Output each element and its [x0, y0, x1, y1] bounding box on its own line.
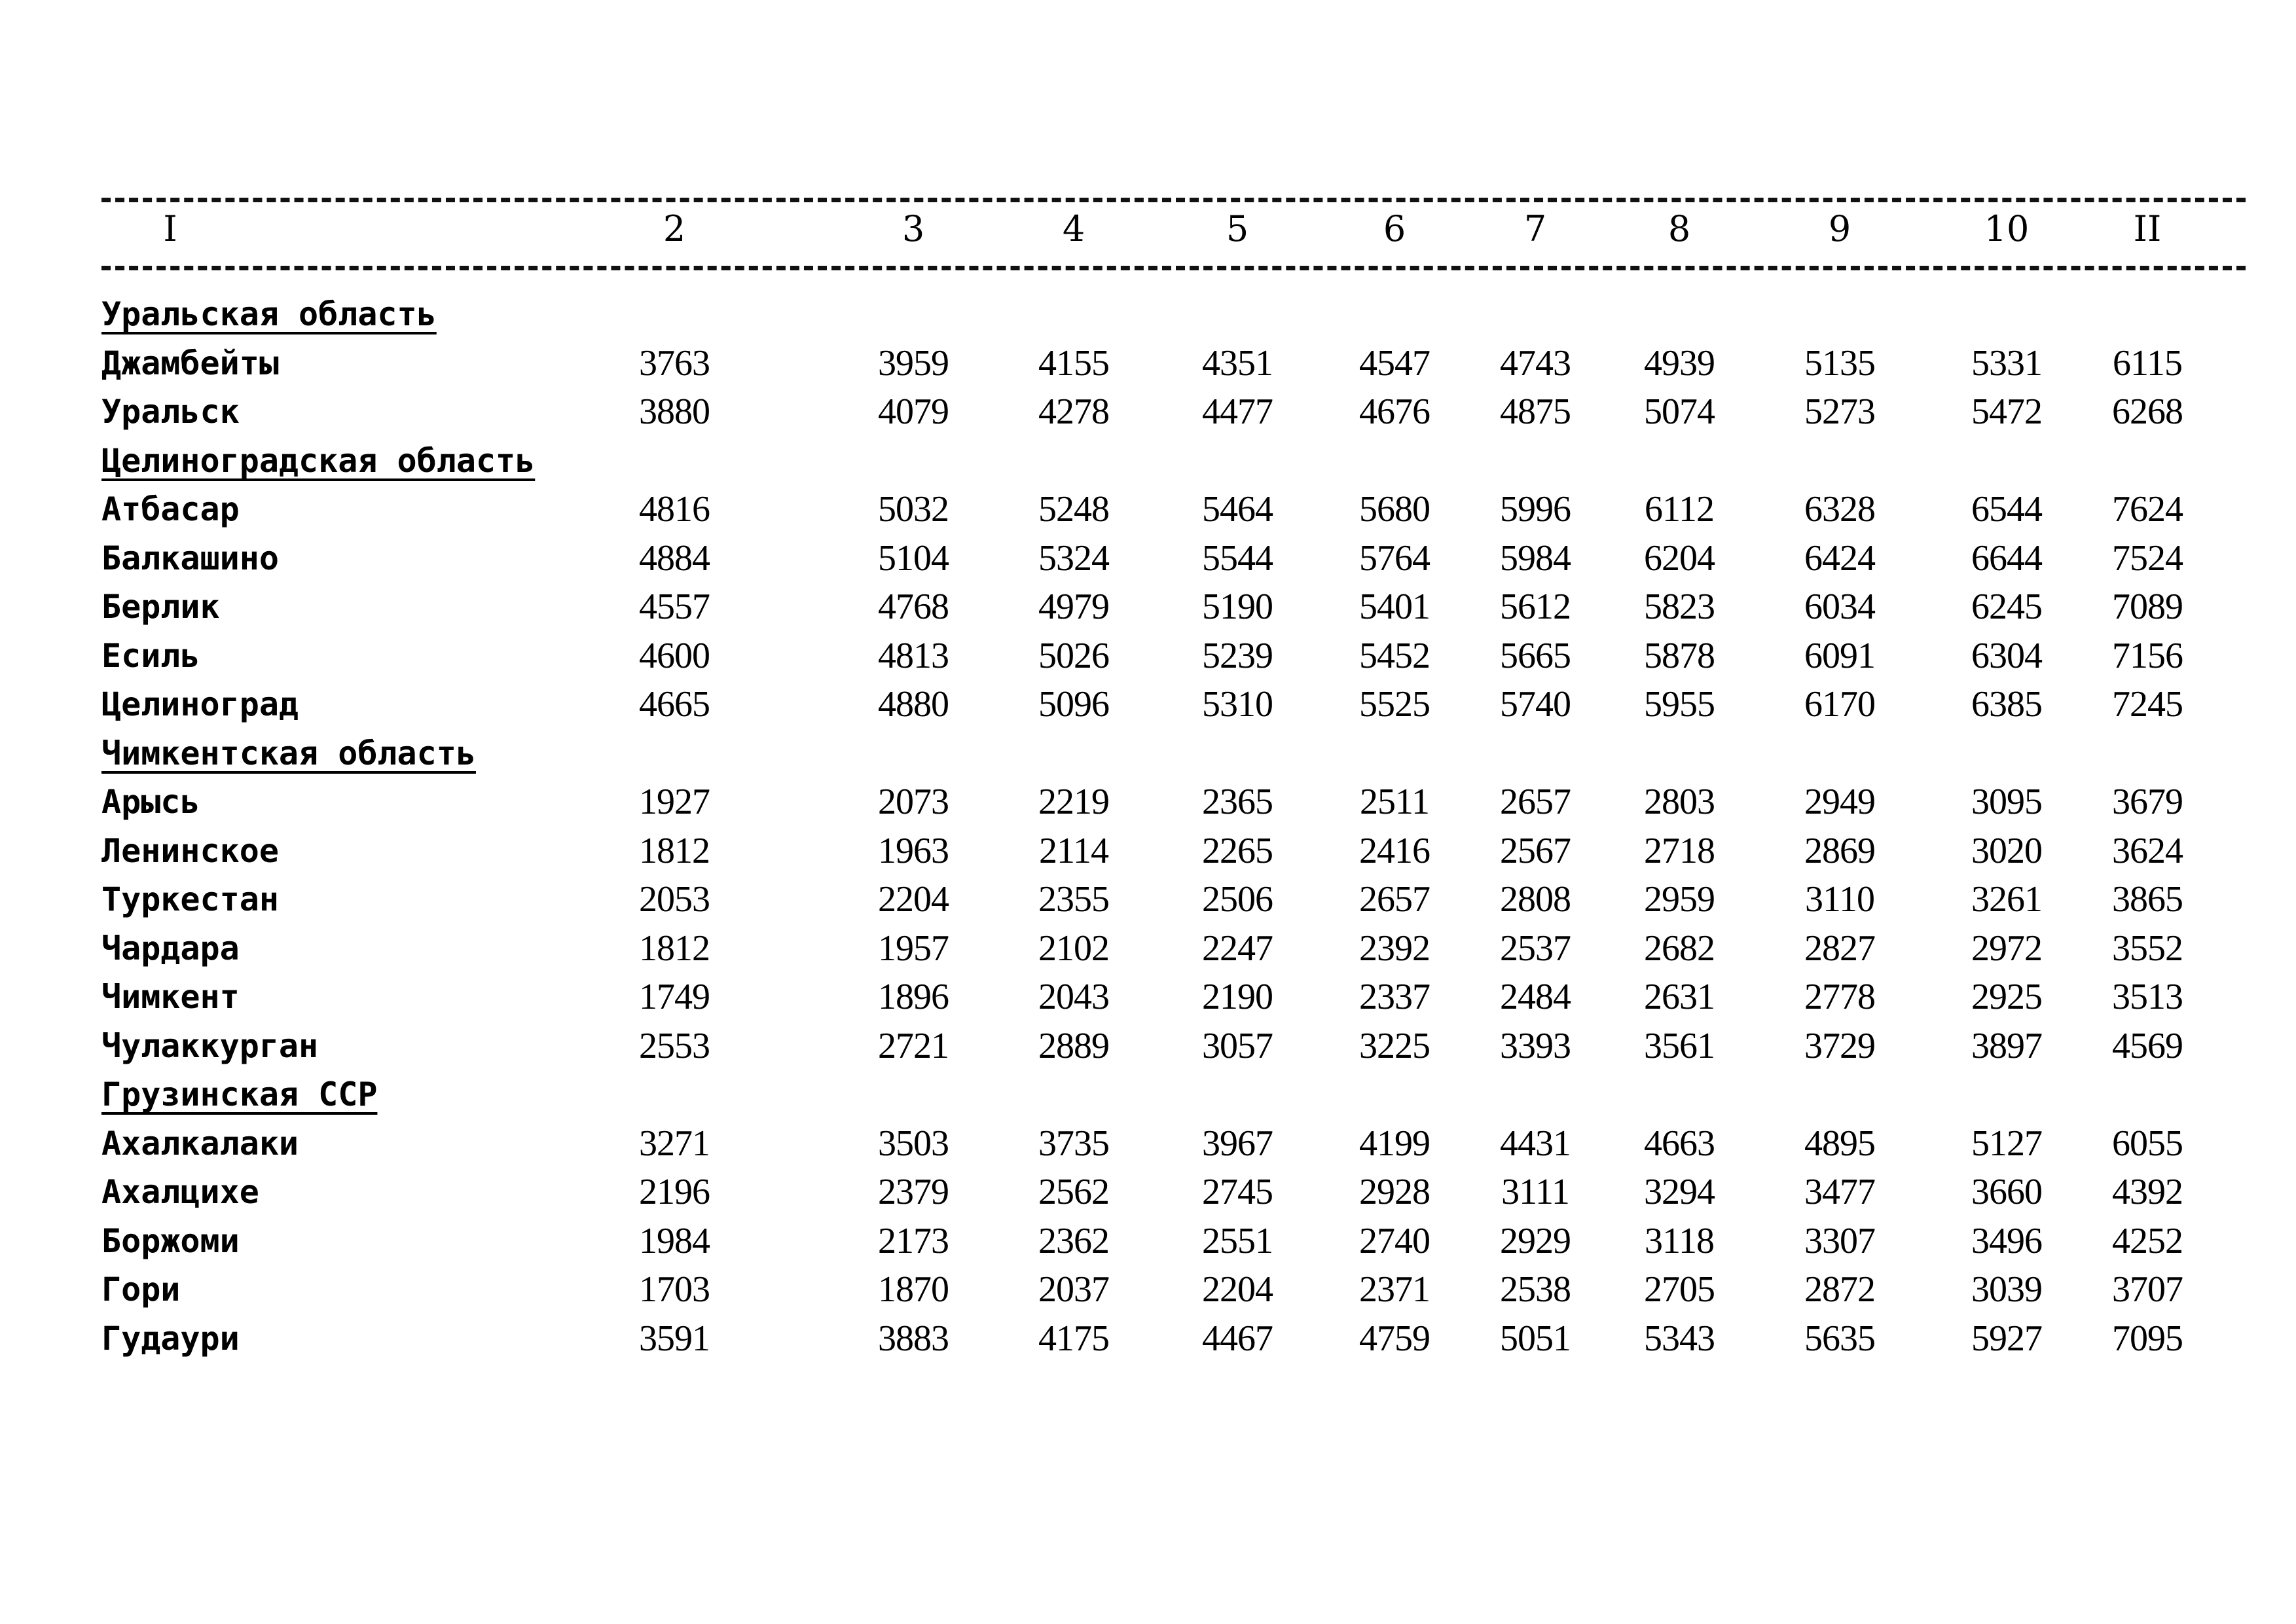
column-header-7: 7 [1523, 208, 1547, 249]
cell-col-9: 5135 [1804, 343, 1875, 384]
cell-col-11: 6268 [2112, 391, 2183, 432]
cell-col-4: 4278 [1038, 391, 1109, 432]
column-header-5: 5 [1226, 208, 1249, 249]
table-row [0, 875, 2296, 924]
cell-col-11: 3624 [2112, 831, 2183, 871]
station-name: Чимкент [101, 978, 240, 1016]
cell-col-10: 5472 [1971, 391, 2042, 432]
station-name: Туркестан [101, 880, 279, 918]
section-title: Уральская область [101, 295, 437, 333]
cell-col-11: 7156 [2112, 636, 2183, 676]
cell-col-5: 5239 [1202, 636, 1273, 676]
cell-col-8: 3118 [1645, 1221, 1714, 1261]
station-name: Арысь [101, 783, 200, 821]
cell-col-10: 3039 [1971, 1269, 2042, 1310]
cell-col-5: 3057 [1202, 1026, 1273, 1066]
station-name: Джамбейты [101, 344, 279, 382]
cell-col-8: 6112 [1645, 489, 1714, 530]
cell-col-5: 2365 [1202, 782, 1273, 822]
table-top-rule [101, 198, 2246, 202]
cell-col-4: 2219 [1038, 782, 1109, 822]
cell-col-6: 5401 [1359, 586, 1430, 627]
cell-col-6: 5764 [1359, 538, 1430, 579]
cell-col-11: 7095 [2112, 1318, 2183, 1359]
cell-col-8: 5878 [1644, 636, 1715, 676]
cell-col-8: 2705 [1644, 1269, 1715, 1310]
cell-col-10: 6245 [1971, 586, 2042, 627]
cell-col-6: 2657 [1359, 879, 1430, 920]
table-row [0, 778, 2296, 827]
cell-col-2: 3880 [639, 391, 710, 432]
cell-col-4: 2043 [1038, 977, 1109, 1017]
cell-col-3: 3883 [878, 1318, 949, 1359]
cell-col-3: 1963 [878, 831, 949, 871]
table-row [0, 827, 2296, 876]
cell-col-11: 3552 [2112, 928, 2183, 969]
cell-col-2: 2053 [639, 879, 710, 920]
cell-col-10: 2925 [1971, 977, 2042, 1017]
cell-col-4: 4175 [1038, 1318, 1109, 1359]
cell-col-7: 2808 [1500, 879, 1571, 920]
cell-col-4: 4155 [1038, 343, 1109, 384]
cell-col-11: 6115 [2113, 343, 2182, 384]
cell-col-2: 3591 [639, 1318, 710, 1359]
table-row [0, 485, 2296, 534]
cell-col-5: 5310 [1202, 684, 1273, 725]
cell-col-6: 4547 [1359, 343, 1430, 384]
cell-col-10: 5331 [1971, 343, 2042, 384]
cell-col-5: 2506 [1202, 879, 1273, 920]
cell-col-3: 4768 [878, 586, 949, 627]
table-row [0, 680, 2296, 729]
table-row [0, 1119, 2296, 1168]
station-name: Есиль [101, 637, 200, 675]
cell-col-2: 1812 [639, 928, 710, 969]
section-heading-row [0, 1070, 2296, 1119]
column-header-6: 6 [1383, 208, 1406, 249]
cell-col-4: 2037 [1038, 1269, 1109, 1310]
cell-col-10: 5927 [1971, 1318, 2042, 1359]
cell-col-5: 2745 [1202, 1172, 1273, 1212]
cell-col-8: 6204 [1644, 538, 1715, 579]
cell-col-8: 2718 [1644, 831, 1715, 871]
cell-col-10: 3095 [1971, 782, 2042, 822]
cell-col-2: 4665 [639, 684, 710, 725]
cell-col-7: 4875 [1500, 391, 1571, 432]
cell-col-5: 3967 [1202, 1123, 1273, 1164]
cell-col-2: 4884 [639, 538, 710, 579]
cell-col-4: 5248 [1038, 489, 1109, 530]
cell-col-6: 4199 [1359, 1123, 1430, 1164]
table-row [0, 924, 2296, 973]
cell-col-4: 2362 [1038, 1221, 1109, 1261]
cell-col-10: 6644 [1971, 538, 2042, 579]
station-name: Ленинское [101, 832, 279, 870]
cell-col-4: 2355 [1038, 879, 1109, 920]
cell-col-4: 3735 [1038, 1123, 1109, 1164]
cell-col-2: 4816 [639, 489, 710, 530]
cell-col-6: 4676 [1359, 391, 1430, 432]
cell-col-11: 3707 [2112, 1269, 2183, 1310]
cell-col-11: 7089 [2112, 586, 2183, 627]
cell-col-9: 5635 [1804, 1318, 1875, 1359]
cell-col-5: 2551 [1202, 1221, 1273, 1261]
cell-col-2: 1703 [639, 1269, 710, 1310]
cell-col-10: 6544 [1971, 489, 2042, 530]
cell-col-7: 4743 [1500, 343, 1571, 384]
column-header-10: 10 [1984, 208, 2030, 249]
station-name: Берлик [101, 588, 220, 626]
cell-col-3: 4079 [878, 391, 949, 432]
cell-col-11: 7245 [2112, 684, 2183, 725]
station-name: Боржоми [101, 1222, 240, 1260]
cell-col-3: 2204 [878, 879, 949, 920]
cell-col-9: 3729 [1804, 1026, 1875, 1066]
cell-col-8: 2631 [1644, 977, 1715, 1017]
cell-col-6: 3225 [1359, 1026, 1430, 1066]
cell-col-6: 2337 [1359, 977, 1430, 1017]
cell-col-5: 5464 [1202, 489, 1273, 530]
cell-col-4: 5026 [1038, 636, 1109, 676]
cell-col-3: 2073 [878, 782, 949, 822]
cell-col-9: 5273 [1804, 391, 1875, 432]
section-heading-row [0, 729, 2296, 778]
cell-col-3: 1896 [878, 977, 949, 1017]
cell-col-10: 5127 [1971, 1123, 2042, 1164]
cell-col-3: 3503 [878, 1123, 949, 1164]
cell-col-9: 3307 [1804, 1221, 1875, 1261]
cell-col-11: 4252 [2112, 1221, 2183, 1261]
cell-col-8: 4663 [1644, 1123, 1715, 1164]
station-name: Гори [101, 1271, 181, 1308]
column-header-2: 2 [663, 208, 686, 249]
cell-col-10: 2972 [1971, 928, 2042, 969]
cell-col-10: 6385 [1971, 684, 2042, 725]
cell-col-8: 2682 [1644, 928, 1715, 969]
cell-col-7: 2567 [1500, 831, 1571, 871]
section-title: Чимкентская область [101, 734, 476, 772]
cell-col-3: 2173 [878, 1221, 949, 1261]
column-header-3: 3 [902, 208, 925, 249]
cell-col-2: 3271 [639, 1123, 710, 1164]
cell-col-9: 6034 [1804, 586, 1875, 627]
cell-col-7: 5665 [1500, 636, 1571, 676]
cell-col-7: 5051 [1500, 1318, 1571, 1359]
cell-col-9: 4895 [1804, 1123, 1875, 1164]
cell-col-3: 2721 [878, 1026, 949, 1066]
cell-col-6: 2371 [1359, 1269, 1430, 1310]
cell-col-8: 4939 [1644, 343, 1715, 384]
cell-col-10: 3261 [1971, 879, 2042, 920]
cell-col-6: 5680 [1359, 489, 1430, 530]
table-row [0, 1168, 2296, 1217]
section-title: Целиноградская область [101, 442, 536, 480]
column-header-9: 9 [1828, 208, 1851, 249]
cell-col-9: 2778 [1804, 977, 1875, 1017]
cell-col-3: 5104 [878, 538, 949, 579]
cell-col-9: 6091 [1804, 636, 1875, 676]
station-name: Ахалцихе [101, 1173, 259, 1211]
cell-col-5: 5190 [1202, 586, 1273, 627]
cell-col-11: 3513 [2112, 977, 2183, 1017]
column-header-4: 4 [1062, 208, 1085, 249]
cell-col-3: 4813 [878, 636, 949, 676]
cell-col-7: 5612 [1500, 586, 1571, 627]
cell-col-7: 2484 [1500, 977, 1571, 1017]
cell-col-5: 4351 [1202, 343, 1273, 384]
table-row [0, 1217, 2296, 1266]
cell-col-10: 3897 [1971, 1026, 2042, 1066]
cell-col-8: 3561 [1644, 1026, 1715, 1066]
table-row [0, 973, 2296, 1022]
cell-col-9: 2872 [1804, 1269, 1875, 1310]
cell-col-4: 4979 [1038, 586, 1109, 627]
table-row [0, 1314, 2296, 1363]
cell-col-6: 2416 [1359, 831, 1430, 871]
cell-col-4: 5324 [1038, 538, 1109, 579]
cell-col-8: 3294 [1644, 1172, 1715, 1212]
cell-col-5: 4467 [1202, 1318, 1273, 1359]
cell-col-7: 3393 [1500, 1026, 1571, 1066]
cell-col-2: 1984 [639, 1221, 710, 1261]
station-name: Атбасар [101, 490, 240, 528]
section-heading-row [0, 437, 2296, 486]
cell-col-2: 2196 [639, 1172, 710, 1212]
cell-col-2: 3763 [639, 343, 710, 384]
table-row [0, 1022, 2296, 1071]
cell-col-9: 6328 [1804, 489, 1875, 530]
cell-col-3: 1870 [878, 1269, 949, 1310]
cell-col-10: 3660 [1971, 1172, 2042, 1212]
cell-col-5: 2265 [1202, 831, 1273, 871]
section-title: Грузинская ССР [101, 1075, 378, 1113]
cell-col-7: 5984 [1500, 538, 1571, 579]
cell-col-11: 7524 [2112, 538, 2183, 579]
cell-col-7: 2537 [1500, 928, 1571, 969]
cell-col-10: 6304 [1971, 636, 2042, 676]
cell-col-3: 5032 [878, 489, 949, 530]
station-name: Уральск [101, 393, 240, 431]
cell-col-2: 2553 [639, 1026, 710, 1066]
cell-col-8: 5955 [1644, 684, 1715, 725]
cell-col-5: 5544 [1202, 538, 1273, 579]
station-name: Балкашино [101, 539, 279, 577]
cell-col-6: 2928 [1359, 1172, 1430, 1212]
cell-col-7: 3111 [1501, 1172, 1569, 1212]
section-heading-row [0, 290, 2296, 339]
cell-col-5: 2190 [1202, 977, 1273, 1017]
cell-col-2: 4600 [639, 636, 710, 676]
cell-col-4: 2562 [1038, 1172, 1109, 1212]
station-name: Чардара [101, 929, 240, 967]
cell-col-9: 6424 [1804, 538, 1875, 579]
cell-col-9: 3110 [1805, 879, 1874, 920]
cell-col-3: 2379 [878, 1172, 949, 1212]
table-row [0, 534, 2296, 583]
cell-col-9: 2827 [1804, 928, 1875, 969]
cell-col-9: 3477 [1804, 1172, 1875, 1212]
cell-col-3: 4880 [878, 684, 949, 725]
cell-col-7: 5996 [1500, 489, 1571, 530]
station-name: Ахалкалаки [101, 1125, 299, 1163]
cell-col-5: 4477 [1202, 391, 1273, 432]
cell-col-7: 2538 [1500, 1269, 1571, 1310]
cell-col-11: 4392 [2112, 1172, 2183, 1212]
cell-col-6: 4759 [1359, 1318, 1430, 1359]
cell-col-9: 2869 [1804, 831, 1875, 871]
column-header-8: 8 [1667, 208, 1691, 249]
cell-col-10: 3020 [1971, 831, 2042, 871]
station-name: Гудаури [101, 1320, 240, 1358]
cell-col-10: 3496 [1971, 1221, 2042, 1261]
cell-col-3: 3959 [878, 343, 949, 384]
cell-col-11: 7624 [2112, 489, 2183, 530]
cell-col-11: 3865 [2112, 879, 2183, 920]
cell-col-8: 5823 [1644, 586, 1715, 627]
cell-col-6: 2740 [1359, 1221, 1430, 1261]
cell-col-6: 2511 [1360, 782, 1429, 822]
cell-col-3: 1957 [878, 928, 949, 969]
cell-col-11: 3679 [2112, 782, 2183, 822]
cell-col-6: 5525 [1359, 684, 1430, 725]
cell-col-8: 2959 [1644, 879, 1715, 920]
cell-col-7: 4431 [1500, 1123, 1571, 1164]
cell-col-4: 2114 [1039, 831, 1108, 871]
cell-col-6: 2392 [1359, 928, 1430, 969]
cell-col-2: 1927 [639, 782, 710, 822]
cell-col-8: 2803 [1644, 782, 1715, 822]
cell-col-8: 5074 [1644, 391, 1715, 432]
table-row [0, 632, 2296, 681]
cell-col-11: 6055 [2112, 1123, 2183, 1164]
cell-col-2: 1812 [639, 831, 710, 871]
table-row [0, 1265, 2296, 1314]
cell-col-9: 2949 [1804, 782, 1875, 822]
station-name: Целиноград [101, 685, 299, 723]
cell-col-6: 5452 [1359, 636, 1430, 676]
table-row [0, 583, 2296, 632]
column-header-11: II [2133, 208, 2162, 249]
cell-col-9: 6170 [1804, 684, 1875, 725]
cell-col-4: 5096 [1038, 684, 1109, 725]
cell-col-2: 4557 [639, 586, 710, 627]
cell-col-11: 4569 [2112, 1026, 2183, 1066]
table-row [0, 339, 2296, 388]
cell-col-2: 1749 [639, 977, 710, 1017]
station-name: Чулаккурган [101, 1027, 319, 1065]
cell-col-8: 5343 [1644, 1318, 1715, 1359]
cell-col-4: 2889 [1038, 1026, 1109, 1066]
cell-col-7: 2929 [1500, 1221, 1571, 1261]
cell-col-5: 2247 [1202, 928, 1273, 969]
column-header-1: I [163, 208, 177, 249]
cell-col-4: 2102 [1038, 928, 1109, 969]
table-header-rule [101, 266, 2246, 270]
cell-col-7: 5740 [1500, 684, 1571, 725]
cell-col-7: 2657 [1500, 782, 1571, 822]
cell-col-5: 2204 [1202, 1269, 1273, 1310]
table-row [0, 388, 2296, 437]
